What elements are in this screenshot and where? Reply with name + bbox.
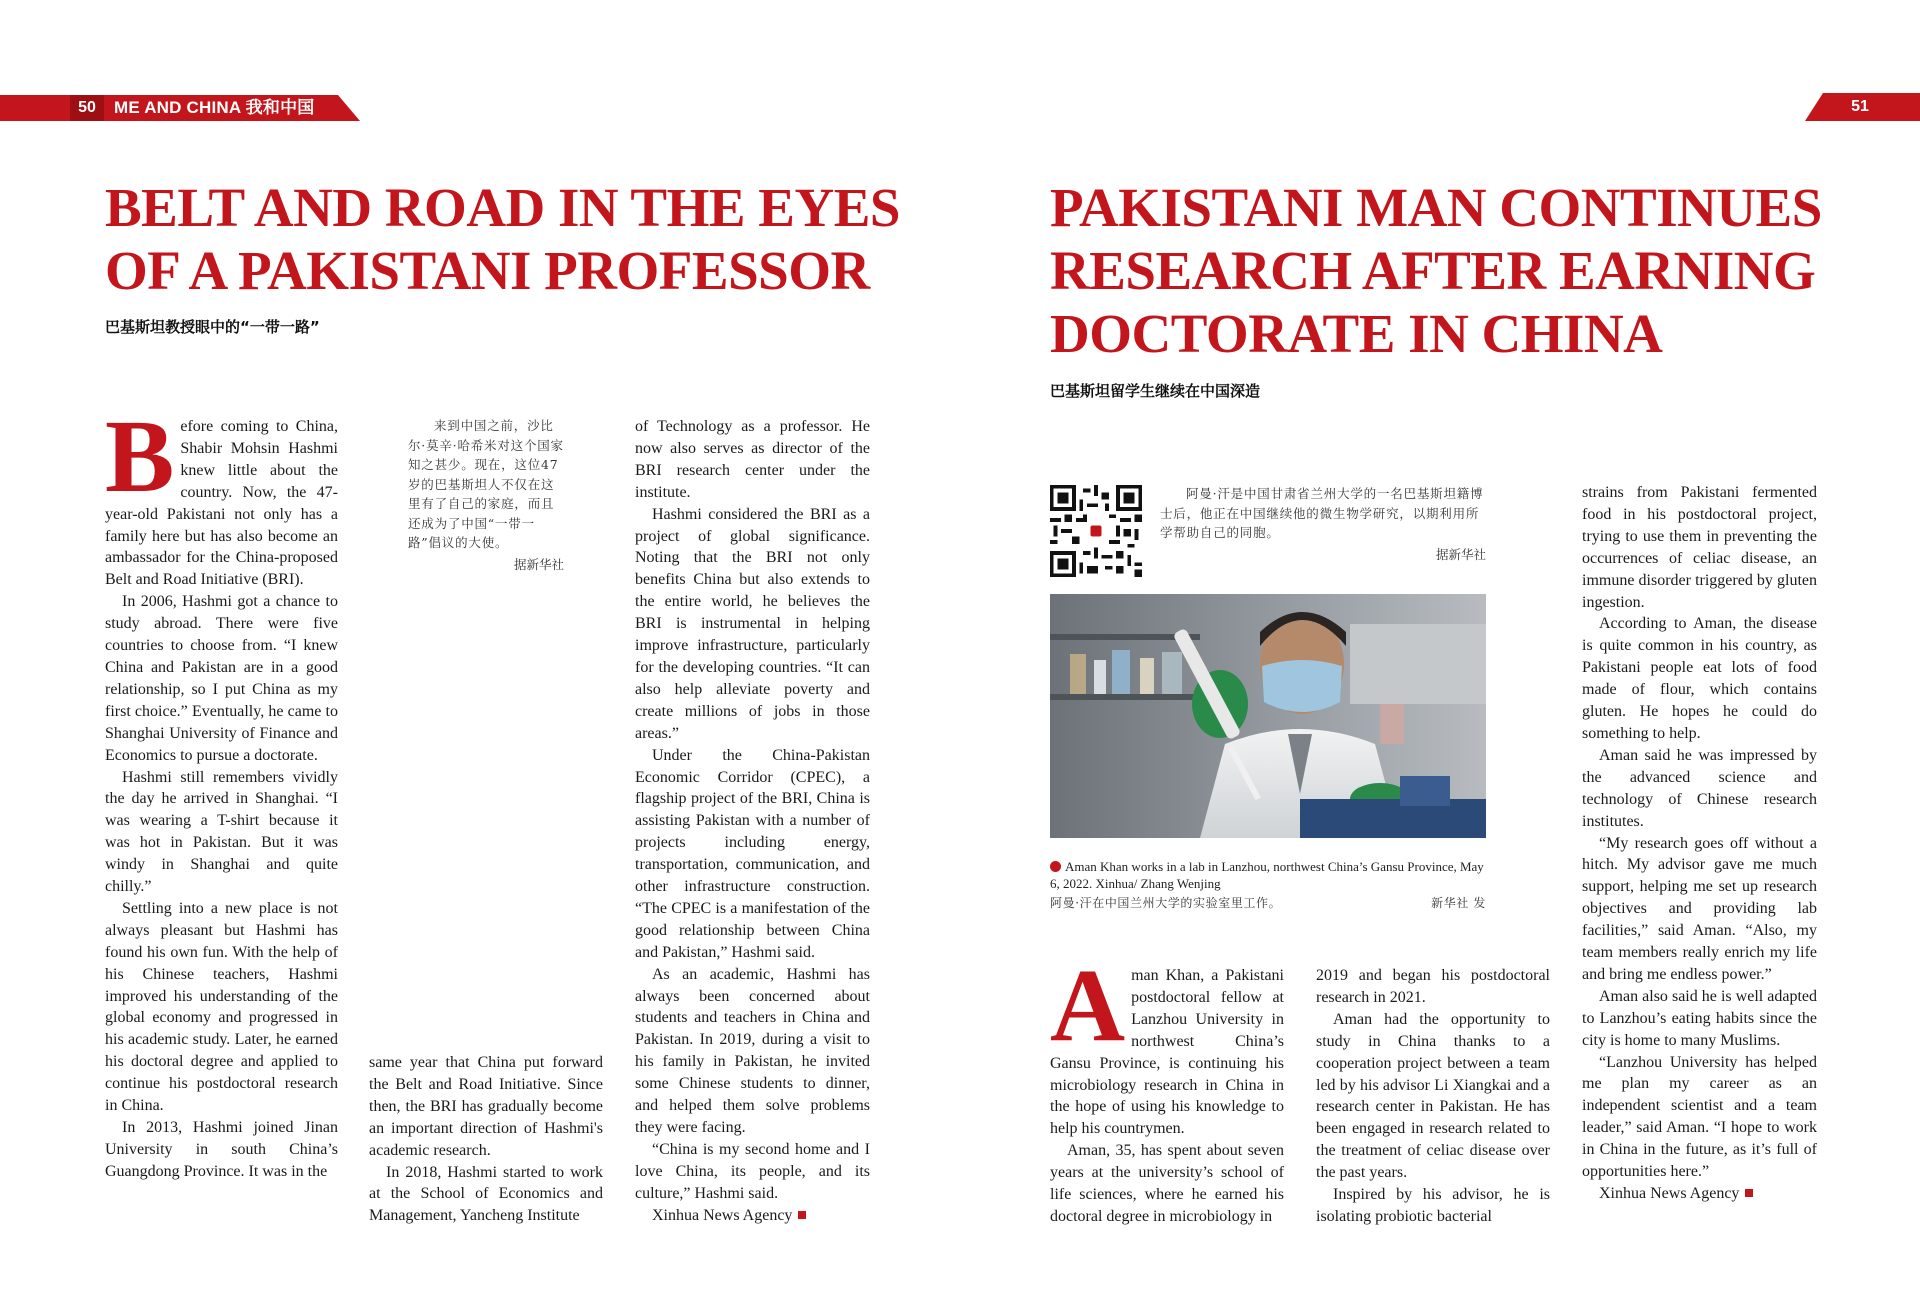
lab-photo bbox=[1050, 594, 1486, 838]
title-line: OF A PAKISTANI PROFESSOR bbox=[105, 240, 870, 301]
article1-cn-summary bbox=[408, 416, 564, 573]
lab-scene-image bbox=[1050, 594, 1486, 838]
cn-source: 据新华社 bbox=[1435, 546, 1486, 562]
article1-subtitle: 巴基斯坦教授眼中的“一带一路” bbox=[105, 318, 320, 336]
article2-cn-summary bbox=[1160, 484, 1486, 563]
end-square-icon bbox=[1745, 1189, 1753, 1197]
cn-summary-text: 阿曼·汗是中国甘肃省兰州大学的一名巴基斯坦籍博士后，他正在中国继续他的微生物学研究，以期利用所学帮助自己的同胞。 bbox=[1160, 486, 1484, 540]
paragraph: “China is my second home and I love China, its people, and its culture,” Hashmi said. bbox=[635, 1140, 870, 1202]
paragraph: As an academic, Hashmi has always been concerned about students and teachers in China and Pakistan. In 2019, during a visit to his family in Pakistan, he invited some Chinese students to dinner, and helped them solve problems they were facing. bbox=[635, 965, 870, 1136]
caption-text: Aman Khan works in a lab in Lanzhou, northwest China’s Gansu Province, May 6, 2022. Xinhua/ Zhang Wenjing bbox=[1050, 859, 1484, 891]
title-line: PAKISTANI MAN CONTINUES bbox=[1050, 177, 1822, 238]
page-number-right: 51 bbox=[1851, 98, 1869, 115]
drop-cap: A bbox=[1050, 948, 1126, 1063]
article2-column-1 bbox=[1050, 948, 1284, 1228]
paragraph: In 2013, Hashmi joined Jinan University in south China’s Guangdong Province. It was in the bbox=[105, 1119, 338, 1180]
paragraph: Hashmi considered the BRI as a project of global significance. Noting that the BRI not only benefits China but also extends to the entire world, he believes the BRI is instrumental in helping improve infrastructure, particularly for the developing countries. “It can also help alleviate poverty and create millions of jobs in those areas.” bbox=[635, 505, 870, 742]
section-label: ME AND CHINA 我和中国 bbox=[114, 98, 315, 117]
paragraph: Aman had the opportunity to study in China thanks to a cooperation project between a team led by his advisor Li Xiangkai and a research center in Pakistan. He has been engaged in research related to the treatment of celiac disease over the past years. bbox=[1316, 1010, 1550, 1182]
article2-title bbox=[1050, 176, 1900, 365]
qr-code-icon[interactable] bbox=[1050, 485, 1142, 577]
photo-caption-cn bbox=[1050, 894, 1486, 911]
paragraph: Aman said he was impressed by the advanced science and technology of Chinese research institutes. bbox=[1582, 746, 1817, 830]
article2-subtitle: 巴基斯坦留学生继续在中国深造 bbox=[1050, 382, 1261, 400]
signoff: Xinhua News Agency bbox=[635, 1205, 870, 1227]
article1-column-3 bbox=[635, 416, 870, 1227]
paragraph: In 2018, Hashmi started to work at the School of Economics and Management, Yancheng Institute bbox=[369, 1163, 603, 1225]
paragraph: According to Aman, the disease is quite common in his country, as Pakistani people eat lots of food made of flour, which contains gluten. He hopes he could do something to help. bbox=[1582, 615, 1817, 742]
paragraph: Hashmi still remembers vividly the day he arrived in Shanghai. “I was wearing a T-shirt because it was hot in Pakistan. But it was windy in Shanghai and quite chilly.” bbox=[105, 768, 338, 896]
drop-cap: B bbox=[105, 399, 175, 514]
paragraph: In 2006, Hashmi got a chance to study abroad. There were five countries to choose from. “I knew China and Pakistan are in a good relationship, so I put China as my first choice.” Eventually, he came to Shanghai University of Finance and Economics to pursue a doctorate. bbox=[105, 593, 338, 764]
article1-column-1 bbox=[105, 399, 338, 1183]
end-square-icon bbox=[798, 1211, 806, 1219]
article1-title bbox=[105, 176, 905, 302]
paragraph: Settling into a new place is not always pleasant but Hashmi has found his own fun. With the help of his Chinese teachers, Hashmi improved his understanding of the global economy and progressed in his academic study. Later, he earned his doctoral degree and applied to continue his postdoctoral research in China. bbox=[105, 899, 338, 1115]
paragraph: same year that China put forward the Belt and Road Initiative. Since then, the BRI has gradually become an important direction of Hashmi's academic research. bbox=[369, 1054, 603, 1159]
article1-column-2 bbox=[369, 1052, 603, 1227]
photo-caption bbox=[1050, 858, 1490, 892]
cn-source: 据新华社 bbox=[513, 556, 564, 572]
signoff: Xinhua News Agency bbox=[1582, 1183, 1817, 1205]
article2-column-3 bbox=[1582, 482, 1817, 1205]
paragraph: of Technology as a professor. He now also serves as director of the BRI research center under the institute. bbox=[635, 418, 870, 501]
caption-cn-source: 新华社 发 bbox=[1431, 896, 1486, 910]
paragraph: strains from Pakistani fermented food in his postdoctoral project, trying to use them in preventing the occurrences of celiac disease, an immune disorder triggered by gluten ingestion. bbox=[1582, 484, 1817, 611]
article2-column-2 bbox=[1316, 965, 1550, 1228]
paragraph: “Lanzhou University has helped me plan my career as an independent scientist and a team leader,” said Aman. “I hope to work in China in the future, as it’s full of opportunities here.” bbox=[1582, 1053, 1817, 1181]
paragraph: “My research goes off without a hitch. My advisor gave me much support, helping me set up research objectives and providing lab facilities,” said Aman. “Also, my team members really enrich my life and bring me endless power.” bbox=[1582, 834, 1817, 983]
paragraph: Aman, 35, has spent about seven years at the university’s school of life sciences, where he earned his doctoral degree in microbiology in bbox=[1050, 1142, 1284, 1225]
paragraph: Aman also said he is well adapted to Lanzhou’s eating habits since the city is home to many Muslims. bbox=[1582, 987, 1817, 1049]
paragraph: efore coming to China, Shabir Mohsin Hashmi knew little about the country. Now, the 47-year-old Pakistani not only has a family here but has also become an ambassador for the China-proposed Belt and Road Initiative (BRI). bbox=[105, 418, 338, 589]
paragraph: Under the China-Pakistan Economic Corridor (CPEC), a flagship project of the BRI, China is assisting Pakistan with a number of projects including energy, transportation, communication, and other infrastructure construction. “The CPEC is a manifestation of the good relationship between China and Pakistan,” Hashmi said. bbox=[635, 746, 870, 961]
paragraph: Inspired by his advisor, he is isolating probiotic bacterial bbox=[1316, 1186, 1550, 1225]
camera-icon bbox=[1050, 861, 1061, 872]
paragraph: 2019 and began his postdoctoral research in 2021. bbox=[1316, 967, 1550, 1006]
cn-summary-text: 来到中国之前，沙比尔·莫辛·哈希米对这个国家知之甚少。现在，这位47岁的巴基斯坦人不仅在这里有了自己的家庭，而且还成为了中国“一带一路”倡议的大使。 bbox=[408, 418, 564, 550]
paragraph: man Khan, a Pakistani postdoctoral fellow at Lanzhou University in northwest China’s Gansu Province, is continuing his microbiology research in China in the hope of using his knowledge to help his countrymen. bbox=[1050, 967, 1284, 1138]
title-line: RESEARCH AFTER EARNING bbox=[1050, 240, 1816, 301]
page-number-left: 50 bbox=[70, 95, 104, 121]
caption-cn-text: 阿曼·汗在中国兰州大学的实验室里工作。 bbox=[1050, 896, 1282, 910]
title-line: BELT AND ROAD IN THE EYES bbox=[105, 177, 900, 238]
title-line: DOCTORATE IN CHINA bbox=[1050, 303, 1663, 364]
